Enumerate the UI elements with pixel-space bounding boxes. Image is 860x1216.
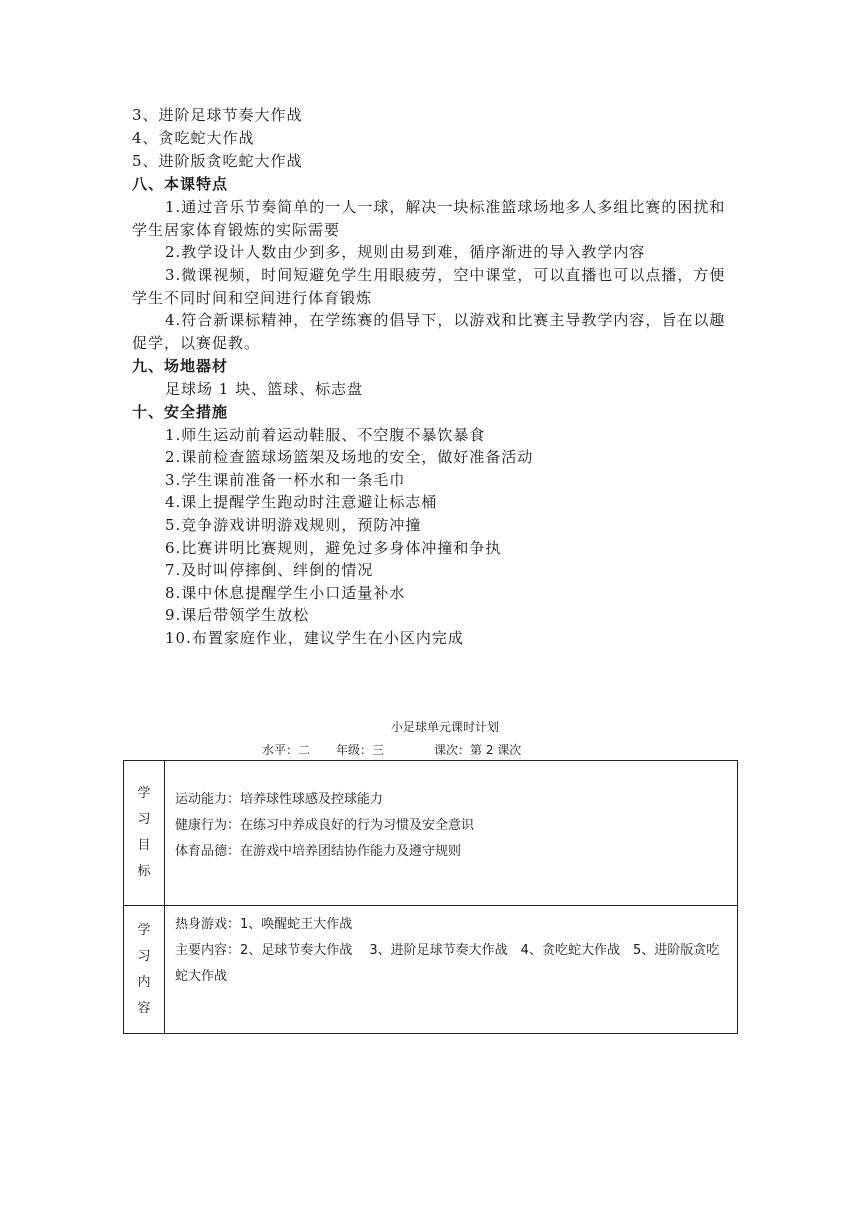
game-list-item: 4、贪吃蛇大作战 [132,129,255,147]
objective-line: 运动能力：培养球性球感及控球能力 [175,792,384,807]
equipment-text: 足球场 1 块、篮球、标志盘 [165,380,364,398]
row-label: 学 习 目 标 [124,761,165,906]
safety-item: 7.及时叫停摔倒、绊倒的情况 [165,561,374,579]
plan-level: 水平：二 [262,743,311,757]
content-line: 主要内容：2、足球节奏大作战 3、进阶足球节奏大作战 4、贪吃蛇大作战 5、进阶版贪吃蛇大作战 [175,943,720,984]
feature-paragraph: 1.通过音乐节奏简单的一人一球，解决一块标准篮球场地多人多组比赛的困扰和学生居家体育锻炼的实际需要 [132,198,726,239]
feature-paragraph: 4.符合新课标精神，在学练赛的倡导下，以游戏和比赛主导教学内容，旨在以趣促学，以赛促教。 [132,311,726,352]
table-row [124,761,738,906]
plan-grade: 年级：三 [336,743,385,757]
plan-lesson: 课次：第 2 课次 [434,743,522,757]
game-list-item: 5、进阶版贪吃蛇大作战 [132,152,303,170]
lesson-plan-table [123,760,738,1034]
row-content [165,906,738,1034]
safety-item: 5.竞争游戏讲明游戏规则，预防冲撞 [165,516,422,534]
safety-item: 4.课上提醒学生跑动时注意避让标志桶 [165,493,438,511]
section-heading-safety: 十、安全措施 [132,403,229,421]
objective-line: 体育品德：在游戏中培养团结协作能力及遵守规则 [175,844,462,859]
plan-title: 小足球单元课时计划 [390,720,499,734]
safety-item: 6.比赛讲明比赛规则，避免过多身体冲撞和争执 [165,539,502,557]
safety-item: 1.师生运动前着运动鞋服、不空腹不暴饮暴食 [165,426,486,444]
feature-paragraph: 2.教学设计人数由少到多，规则由易到难，循序渐进的导入教学内容 [165,243,646,261]
table-row [124,906,738,1034]
safety-item: 8.课中休息提醒学生小口适量补水 [165,584,406,602]
section-heading-equipment: 九、场地器材 [132,357,229,375]
feature-paragraph: 3.微课视频，时间短避免学生用眼疲劳，空中课堂，可以直播也可以点播，方便学生不同时间和空间进行体育锻炼 [132,266,726,307]
row-label: 学 习 内 容 [124,906,165,1034]
safety-item: 3.学生课前准备一杯水和一条毛巾 [165,471,406,489]
plan-meta [262,741,521,759]
content-line: 热身游戏：1、唤醒蛇王大作战 [175,917,353,932]
game-list-item: 3、进阶足球节奏大作战 [132,106,303,124]
safety-item: 2.课前检查篮球场篮架及场地的安全，做好准备活动 [165,448,534,466]
safety-item: 9.课后带领学生放松 [165,606,310,624]
row-content [165,761,738,906]
objective-line: 健康行为：在练习中养成良好的行为习惯及安全意识 [175,818,475,833]
safety-item: 10.布置家庭作业，建议学生在小区内完成 [165,629,464,647]
section-heading-features: 八、本课特点 [132,175,229,193]
